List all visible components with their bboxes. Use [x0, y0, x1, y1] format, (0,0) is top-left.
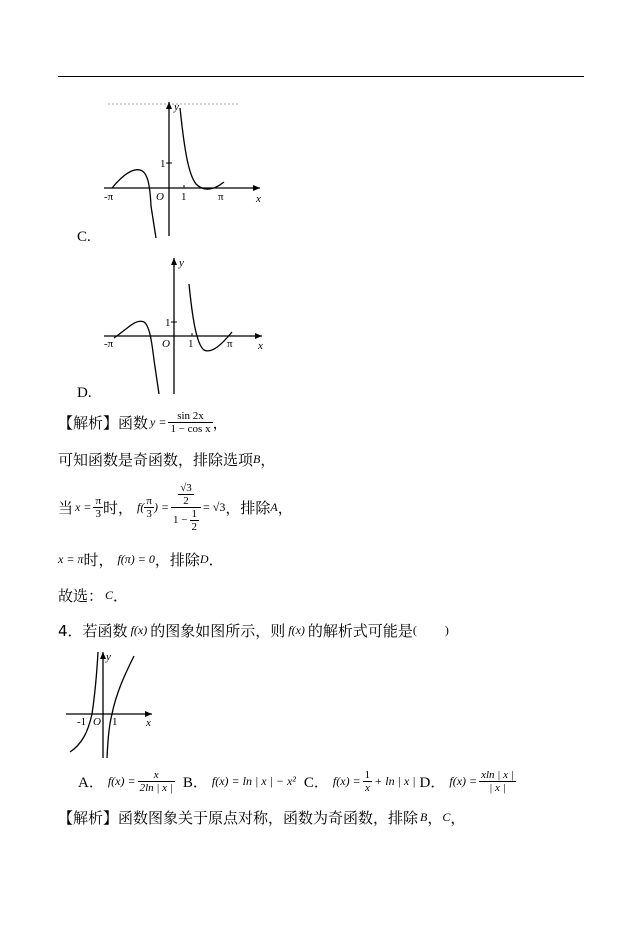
- fraction: $\frac{x}{2\ln | x |}$: [139, 768, 173, 794]
- origin-label: O: [93, 716, 101, 728]
- header-rule: [58, 76, 584, 77]
- analysis-line-1: 【解析】函数 y = $\frac{\sin 2x}{\text{1 − cos x}}$ ，: [58, 409, 228, 435]
- pi-label: π: [218, 191, 224, 203]
- question-4: 4． 若函数 f(x) 的图象如图所示，则 f(x) 的解析式可能是 ( ): [58, 622, 449, 640]
- one-x-label: 1: [188, 338, 194, 350]
- y-label: y: [179, 257, 184, 269]
- x-label: x: [146, 717, 151, 729]
- x-label: x: [256, 193, 261, 205]
- analysis-line-4: x = π 时， f(π) = 0 ，排除 D ．: [58, 551, 224, 569]
- fraction: $\frac{\pi}{3}$: [146, 494, 152, 520]
- graph-c: [100, 96, 270, 244]
- neg-pi-label: -π: [104, 191, 114, 203]
- y-label: y: [106, 651, 111, 663]
- options-4: A． f(x) = $\frac{x}{2\ln | x |}$ B． f(x) = ln | x | − x² C． f(x) = $\frac{1}{x}$ + ln | x | D． f(x) = $\frac{xln | x |}{| x |}$: [78, 768, 514, 794]
- option-b-label: B．: [182, 774, 208, 791]
- analysis-line-5: 故选： C ．: [58, 587, 129, 605]
- curve-right: [180, 108, 224, 189]
- analysis-line-3: 当 x = $\frac{\pi}{3}$ 时， f( $\frac{\pi}{3}$ ) = $\frac{√3}{2}$ 1 − $\frac{1}{2}$ = √3 ，排除 A ，: [58, 481, 293, 533]
- option-d-label: D.: [77, 385, 92, 401]
- x-label: x: [258, 340, 263, 352]
- origin-label: O: [162, 338, 170, 350]
- compound-fraction: $\frac{√3}{2}$ 1 − $\frac{1}{2}$: [171, 482, 201, 533]
- analysis-4: 【解析】函数图象关于原点对称，函数为奇函数，排除 B ， C ，: [58, 809, 466, 827]
- curve-left: [114, 321, 159, 394]
- option-c-label: C.: [77, 229, 91, 245]
- y-arrow: [171, 258, 177, 265]
- one-y-label: 1: [160, 158, 166, 170]
- neg-one-label: -1: [77, 716, 87, 728]
- neg-pi-label: -π: [104, 338, 114, 350]
- curve-right: [107, 656, 134, 758]
- one-label: 1: [112, 716, 118, 728]
- graph-d: [100, 254, 270, 400]
- y-label: y: [174, 101, 179, 113]
- option-d-label: D．: [419, 774, 446, 791]
- curve-left: [70, 652, 98, 752]
- option-a-label: A．: [78, 774, 104, 791]
- fraction: $\frac{1}{2}$: [191, 507, 197, 533]
- analysis-line-2: 可知函数是奇函数，排除选项 B ，: [58, 451, 276, 469]
- fraction: $\frac{xln | x |}{| x |}$: [481, 768, 514, 794]
- x-arrow: [255, 333, 262, 339]
- curve-left: [112, 170, 156, 238]
- curve-right: [189, 284, 232, 351]
- graph-q4: [60, 648, 160, 760]
- fraction: $\frac{\pi}{3}$: [95, 494, 102, 520]
- fraction: $\frac{√3}{2}$: [180, 481, 192, 507]
- origin-label: O: [156, 191, 164, 203]
- fraction: $\frac{\sin 2x}{\text{1 − cos x}}$: [170, 409, 211, 435]
- option-c-label: C．: [303, 774, 329, 791]
- x-arrow: [253, 185, 260, 191]
- fraction: $\frac{1}{x}$: [364, 768, 371, 794]
- one-y-label: 1: [165, 317, 171, 329]
- one-x-label: 1: [181, 191, 187, 203]
- y-arrow: [166, 102, 172, 109]
- pi-label: π: [227, 338, 233, 350]
